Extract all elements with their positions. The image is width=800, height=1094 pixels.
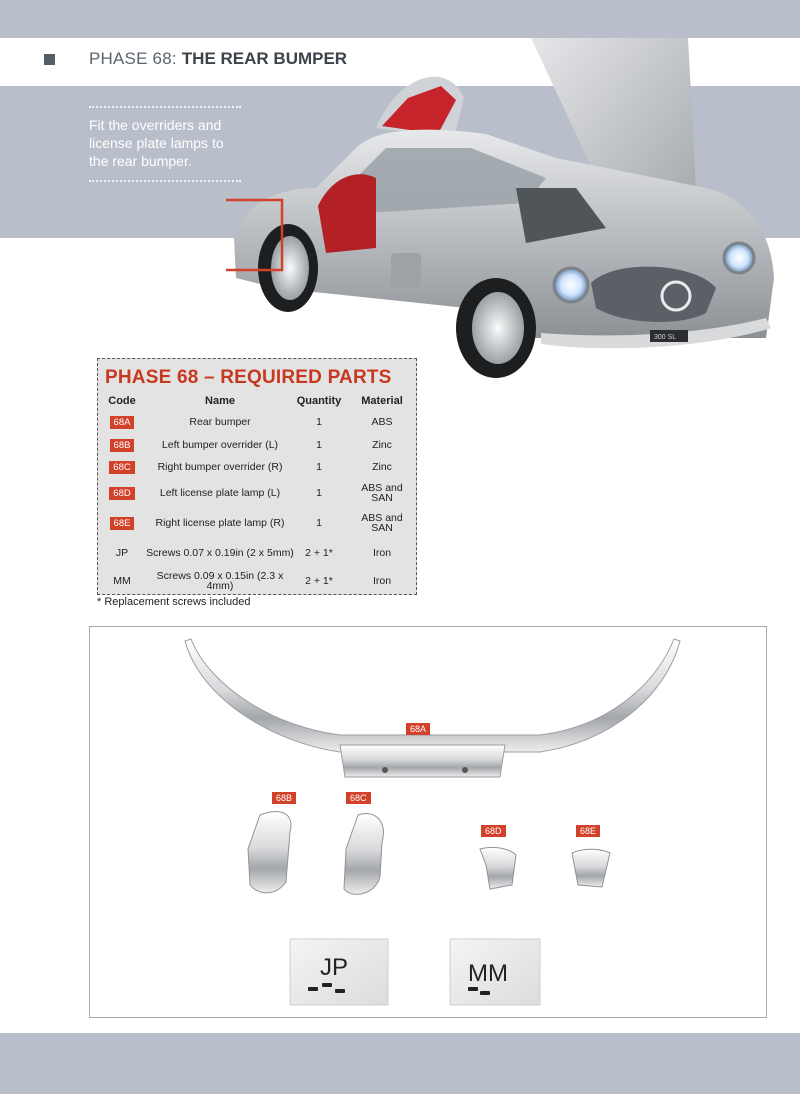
table-row xyxy=(98,511,416,535)
parts-photo-panel xyxy=(89,626,767,1018)
table-row xyxy=(98,436,416,454)
required-parts-table xyxy=(97,358,417,595)
code-badge: 68E xyxy=(110,517,135,530)
rear-bumper-shape xyxy=(185,639,680,752)
part-name: Screws 0.07 x 0.19in (2 x 5mm) xyxy=(146,547,294,559)
part-qty: 1 xyxy=(316,439,322,451)
dotted-divider xyxy=(89,180,241,182)
phase-label: PHASE 68: xyxy=(89,49,177,68)
label-68e: 68E xyxy=(576,825,600,837)
label-68b: 68B xyxy=(272,792,296,804)
mm-bag-label: MM xyxy=(468,960,508,987)
bottom-band xyxy=(0,1033,800,1094)
col-name: Name xyxy=(205,395,235,407)
part-material: ABS xyxy=(371,416,393,428)
part-qty: 1 xyxy=(316,487,322,499)
part-qty: 1 xyxy=(316,461,322,473)
part-qty: 2 + 1* xyxy=(305,547,333,559)
intro-box xyxy=(89,106,241,182)
col-code: Code xyxy=(108,395,136,407)
label-68c: 68C xyxy=(346,792,371,804)
label-68a: 68A xyxy=(406,723,430,735)
part-name: Screws 0.09 x 0.15in (2.3 x 4mm) xyxy=(156,570,284,592)
parts-illustration xyxy=(90,627,766,1017)
car-photo xyxy=(226,38,800,378)
page-title: THE REAR BUMPER xyxy=(181,49,348,68)
table-row xyxy=(98,458,416,476)
part-qty: 1 xyxy=(316,416,322,428)
part-material: ABS and SAN xyxy=(361,512,403,534)
table-row xyxy=(98,481,416,505)
part-code: MM xyxy=(113,575,131,587)
left-overrider-shape xyxy=(248,812,291,893)
part-name: Right bumper overrider (R) xyxy=(157,461,283,473)
part-material: Zinc xyxy=(372,439,392,451)
bullet-square-icon xyxy=(44,54,55,65)
part-qty: 1 xyxy=(316,517,322,529)
table-title: PHASE 68 – REQUIRED PARTS xyxy=(105,367,392,388)
label-68d: 68D xyxy=(481,825,506,837)
col-material: Material xyxy=(361,395,403,407)
part-qty: 2 + 1* xyxy=(305,575,333,587)
code-badge: 68C xyxy=(109,461,134,474)
part-code: JP xyxy=(115,547,129,559)
part-material: Iron xyxy=(372,547,392,559)
left-lamp-shape xyxy=(480,847,516,889)
footnote: * Replacement screws included xyxy=(97,596,251,608)
part-name: Left license plate lamp (L) xyxy=(159,487,281,499)
top-band xyxy=(0,0,800,38)
part-name: Right license plate lamp (R) xyxy=(155,517,285,529)
right-lamp-shape xyxy=(572,849,610,887)
col-quantity: Quantity xyxy=(296,395,342,407)
part-material: Zinc xyxy=(372,461,392,473)
table-row xyxy=(98,413,416,431)
table-header-row xyxy=(98,393,416,409)
table-row xyxy=(98,541,416,565)
table-row xyxy=(98,569,416,593)
jp-bag-label: JP xyxy=(320,954,349,981)
code-badge: 68B xyxy=(110,439,135,452)
part-name: Left bumper overrider (L) xyxy=(161,439,279,451)
part-material: Iron xyxy=(372,575,392,587)
plate-text: 300 SL xyxy=(654,334,677,341)
right-overrider-shape xyxy=(344,814,383,895)
part-name: Rear bumper xyxy=(189,416,251,428)
part-material: ABS and SAN xyxy=(361,482,403,504)
code-badge: 68D xyxy=(109,487,134,500)
code-badge: 68A xyxy=(110,416,135,429)
intro-text: Fit the overriders and license plate lamps to the rear bumper. xyxy=(89,117,224,169)
